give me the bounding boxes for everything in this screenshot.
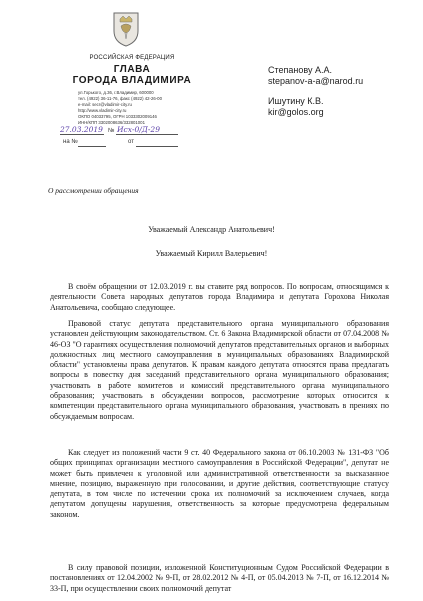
recipient-1-email: stepanov-a-a@narod.ru [268,76,364,86]
reference-number-label: на № [63,139,78,145]
recipient-2-name: Ишутину К.В. [268,96,324,106]
paragraph-3: Как следует из положений части 9 ст. 40 Федерального закона от 06.10.2003 № 131-ФЗ "Об общих принципах организации местного самоуправления в Российской Федерации", депутат не может быть привлечен к уголовной или административной ответственности за высказанное мнение, позицию, выраженную при голосовании, и другие действия, соответствующие статусу депутата, в том числе по истечении срока их полномочий за исключением случаев, когда депутатом допущены нарушения, ответственность за которые предусмотрена федеральным законом. [50,448,389,519]
outgoing-number-prefix: № [108,128,115,134]
reference-date-line [136,146,178,147]
contact-website: http://www.vladimir-city.ru [78,108,127,113]
outgoing-number: Исх-0/Д-29 [117,125,160,134]
reference-date-label: от [128,139,134,145]
number-underline [116,134,178,135]
contact-inn: ИНН/КПП 3302008636/332801001 [78,120,145,125]
reference-number-line [78,146,106,147]
contact-address: ул.Горького, д.36, г.Владимир, 600000 [78,90,154,95]
subject-line: О рассмотрении обращения [48,186,139,195]
recipient-2-email: kir@golos.org [268,107,324,117]
country-label: РОССИЙСКАЯ ФЕДЕРАЦИЯ [89,55,175,61]
paragraph-2: Правовой статус депутата представительного органа муниципального образования установлен действующим законодательством. Ст. 6 Закона Владимирской области от 07.04.2008 № 46-ОЗ "О гарантиях осуществления полномочий депутатов представительных органов и выборных должностных лиц местного самоуправления в муниципальных образованиях Владимирской области" установлены права депутатов. К правам каждого депутата относятся права предлагать вопросы в повестку дня заседаний представительного органа муниципального образования; участвовать в работе комитетов и комиссий представительного органа муниципального образования; участвовать в обсуждении вопросов, рассмотрение которых относится к компетенции представительного органа муниципального образования, участвовать в прениях по обсуждаемым вопросам. [50,319,389,421]
recipient-1-name: Степанову А.А. [268,65,332,75]
contact-email: e-mail: secr@vladimir-city.ru [78,102,132,107]
paragraph-1: В своём обращении от 12.03.2019 г. вы ставите ряд вопросов. По вопросам, относящимся к деятельности Совета народных депутатов города Владимира и депутата Горохова Николая Анатольевича, сообщаю следующее. [50,282,389,312]
greeting-1: Уважаемый Александр Анатольевич! [148,225,275,234]
date-underline [60,134,104,135]
org-title-line1: ГЛАВА [113,64,151,75]
coat-of-arms-icon [112,11,140,47]
org-title-line2: ГОРОДА ВЛАДИМИРА [72,75,192,86]
paragraph-4: В силу правовой позиции, изложенной Конституционным Судом Российской Федерации в постановлениях от 12.04.2002 № 9-П, от 28.02.2012 № 4-П, от 05.04.2013 № 7-П, от 16.12.2014 № 33-П, при осуществлении своих полномочий депутат [50,563,389,593]
contact-okpo: ОКПО 04033795, ОГРН 1033302009146 [78,114,157,119]
greeting-2: Уважаемый Кирилл Валерьевич! [155,249,268,258]
outgoing-date: 27.03.2019 [60,125,103,134]
contact-phone: тел. (4922) 36-11-76, факс (4922) 42-26-00 [78,96,162,101]
